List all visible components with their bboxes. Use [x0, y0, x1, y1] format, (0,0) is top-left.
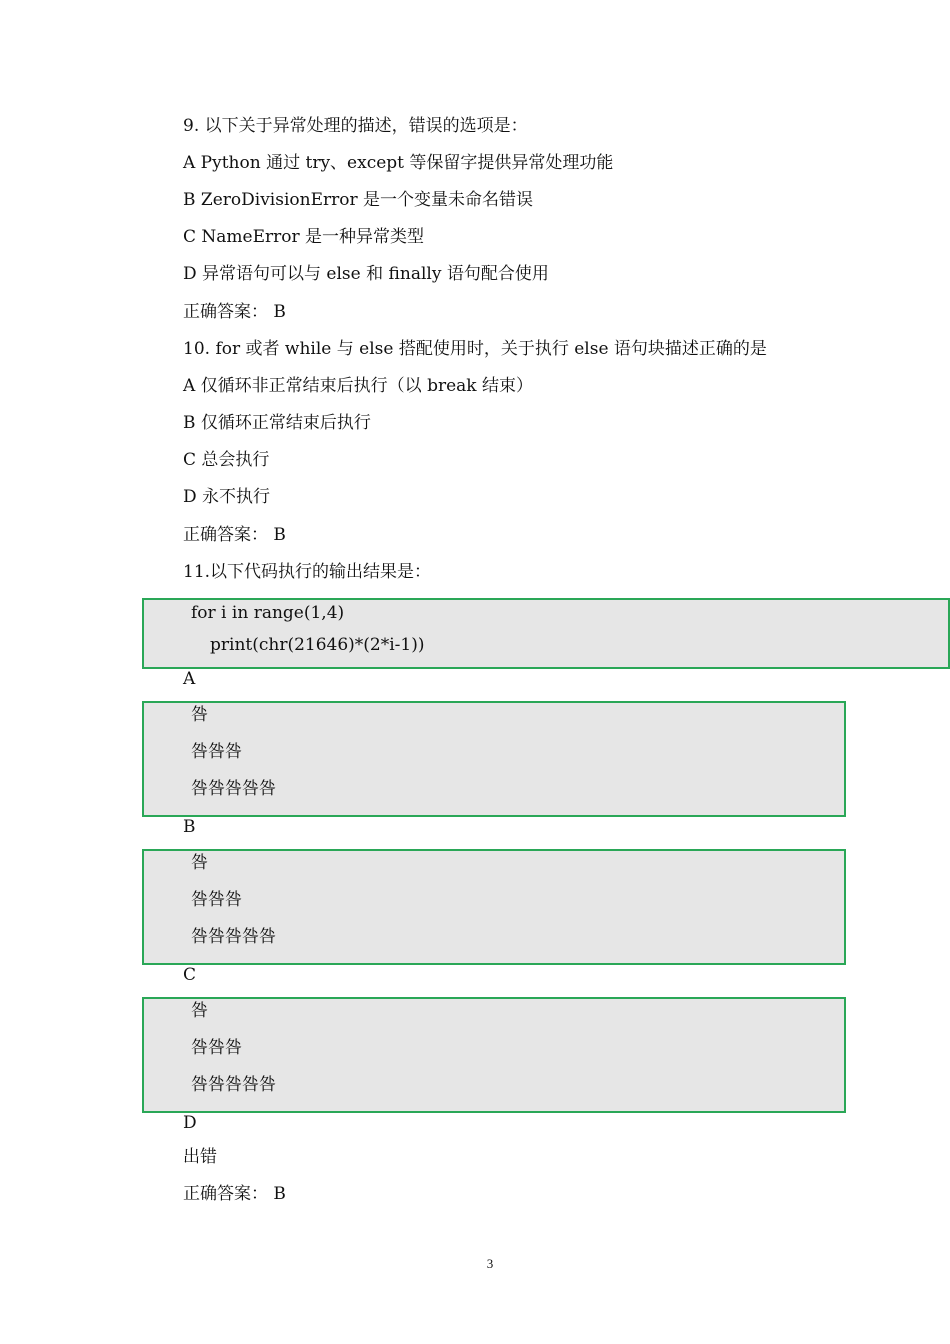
output-line: 咎	[191, 705, 208, 725]
output-line: 咎咎咎咎咎	[191, 1075, 276, 1095]
output-line: 咎咎咎	[191, 1038, 242, 1058]
q11-option-b-label: B	[183, 817, 196, 837]
q11-option-a-label: A	[183, 669, 196, 689]
q11-option-c-label: C	[183, 965, 197, 985]
q10-option-d: D 永不执行	[183, 487, 271, 507]
output-line: 咎	[191, 853, 208, 873]
question-9: 9. 以下关于异常处理的描述，错误的选项是：	[183, 116, 528, 136]
q11-answer: 正确答案： B	[183, 1184, 286, 1204]
q10-option-c: C 总会执行	[183, 450, 270, 470]
output-line: 咎咎咎咎咎	[191, 927, 276, 947]
q9-option-a: A Python 通过 try、except 等保留字提供异常处理功能	[183, 153, 614, 173]
q11-option-a-output	[142, 701, 846, 817]
output-line: 咎咎咎	[191, 742, 242, 762]
q11-option-b-output	[142, 849, 846, 965]
code-line-2: print(chr(21646)*(2*i-1))	[210, 635, 425, 655]
q9-option-d: D 异常语句可以与 else 和 finally 语句配合使用	[183, 264, 549, 284]
output-line: 咎	[191, 1001, 208, 1021]
q9-option-b: B ZeroDivisionError 是一个变量未命名错误	[183, 190, 534, 210]
output-line: 咎咎咎咎咎	[191, 779, 276, 799]
code-line-1: for i in range(1,4)	[191, 603, 345, 623]
q11-option-d-text: 出错	[183, 1147, 217, 1167]
question-11: 11.以下代码执行的输出结果是：	[183, 562, 432, 582]
q10-option-b: B 仅循环正常结束后执行	[183, 413, 371, 433]
output-line: 咎咎咎	[191, 890, 242, 910]
question-10: 10. for 或者 while 与 else 搭配使用时，关于执行 else 语句块描述正确的是	[183, 339, 767, 359]
q9-option-c: C NameError 是一种异常类型	[183, 227, 425, 247]
q10-option-a: A 仅循环非正常结束后执行（以 break 结束）	[183, 376, 533, 396]
q11-option-d-label: D	[183, 1113, 197, 1133]
page-number: 3	[486, 1256, 494, 1271]
q10-answer: 正确答案： B	[183, 525, 286, 545]
q9-answer: 正确答案： B	[183, 302, 286, 322]
code-block	[142, 598, 950, 669]
q11-option-c-output	[142, 997, 846, 1113]
